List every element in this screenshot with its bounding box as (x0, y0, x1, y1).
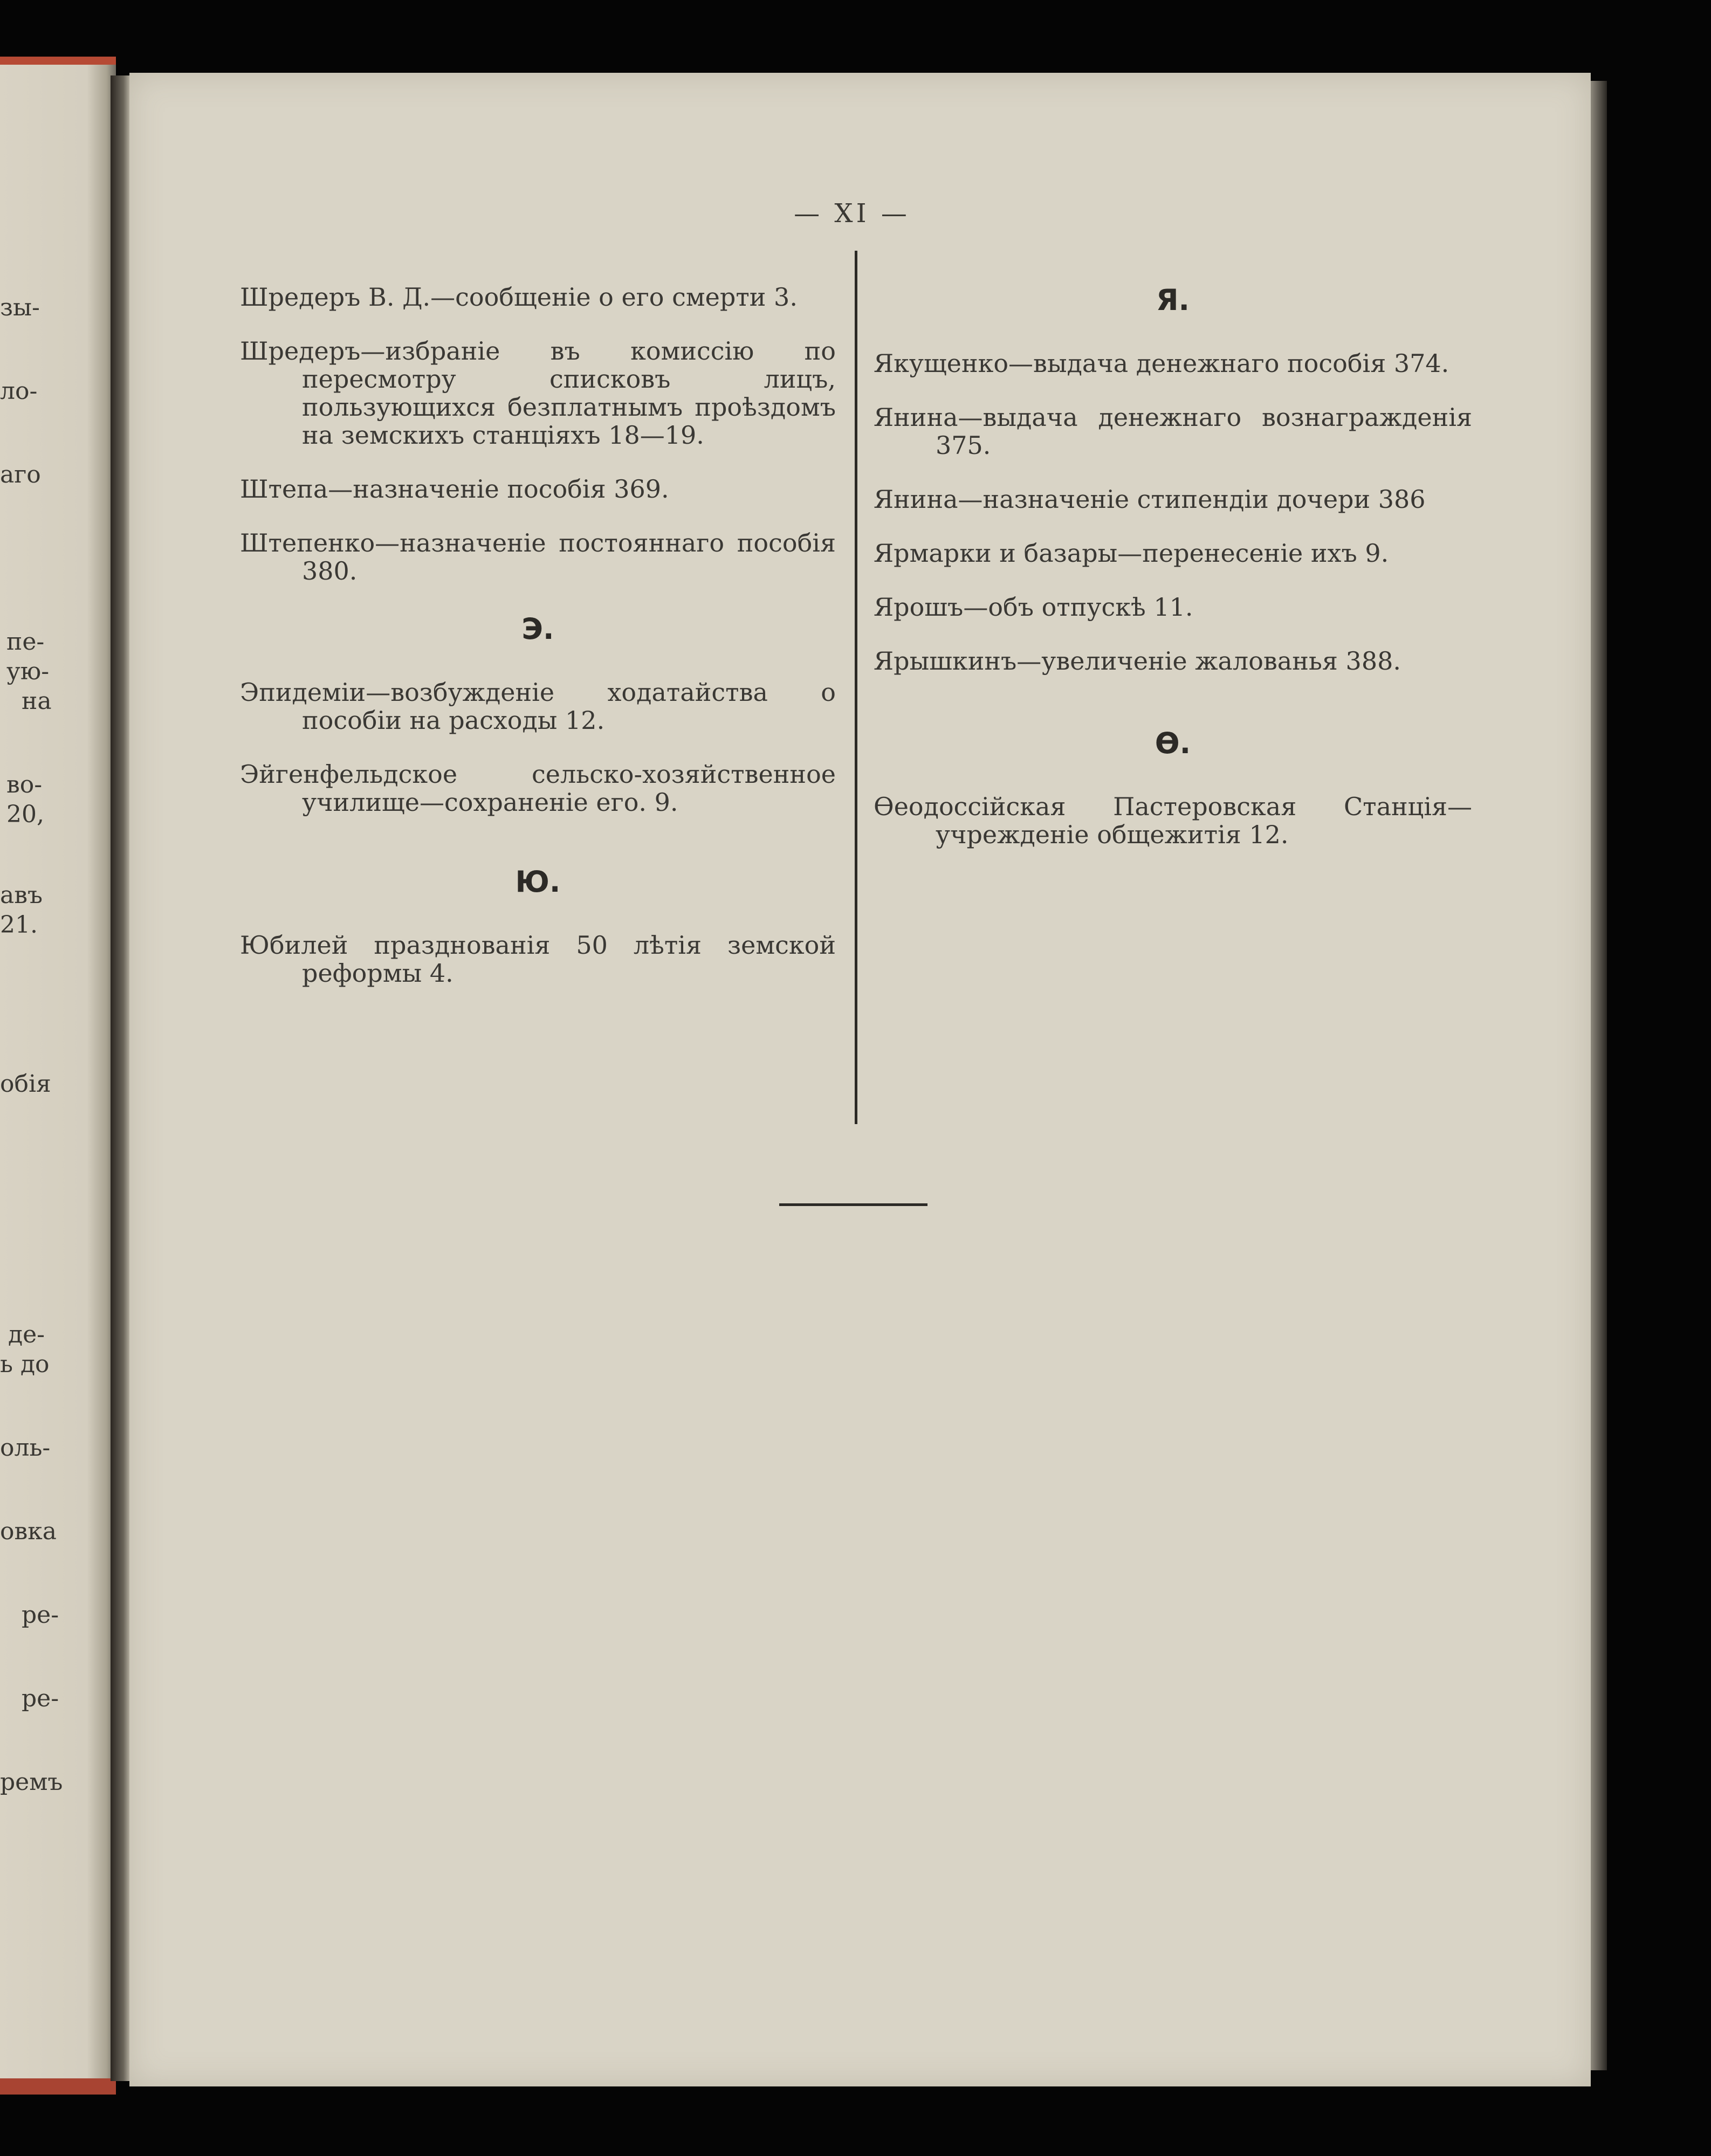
index-entry: Ярышкинъ—увеличеніе жалованья 388. (874, 646, 1401, 676)
index-entry: Эпидеміи—возбужденіе ходатайства о пособіи на расходы 12. (240, 678, 836, 735)
previous-page-bottom-edge (0, 2078, 116, 2095)
index-entry: Янина—назначеніе стипендіи дочери 386 (874, 485, 1426, 514)
book-gutter (111, 75, 132, 2081)
page-right-edge (1591, 81, 1607, 2070)
prev-page-fragment: ремъ (0, 1768, 63, 1796)
right-column (874, 283, 1472, 874)
prev-page-fragment: овка (0, 1518, 57, 1545)
previous-page (0, 65, 116, 2081)
section-letter-ya: Я. (1156, 283, 1190, 317)
prev-page-fragment: де- (8, 1321, 45, 1348)
left-column (240, 283, 836, 1013)
prev-page-fragment: обія (0, 1070, 51, 1098)
index-entry: Шредеръ—избраніе въ комиссію по пересмотру списковъ лицъ, пользующихся безплатнымъ проѣздомъ на земскихъ станціяхъ 18—19. (240, 336, 836, 450)
index-entry: Штепа—назначеніе пособія 369. (240, 474, 669, 504)
index-entry: Эйгенфельдское сельско-хозяйственное училище—сохраненіе его. 9. (240, 760, 836, 817)
prev-page-fragment: 21. (0, 911, 38, 939)
prev-page-fragment: ую- (6, 658, 50, 685)
index-entry: Шредеръ В. Д.—сообщеніе о его смерти 3. (240, 283, 798, 312)
closing-rule (779, 1203, 927, 1206)
index-entry: Ѳеодоссійская Пастеровская Станція—учрежденіе общежитія 12. (874, 792, 1472, 849)
index-entry: Ярмарки и базары—перенесеніе ихъ 9. (874, 539, 1389, 568)
section-letter-yu: Ю. (515, 865, 561, 899)
prev-page-fragment: ре- (22, 1601, 59, 1629)
prev-page-fragment: аго (0, 461, 41, 488)
index-entry: Юбилей празднованія 50 лѣтія земской реформы 4. (240, 931, 836, 988)
section-letter-e: Э. (521, 612, 554, 646)
prev-page-fragment: зы- (0, 294, 40, 321)
prev-page-fragment: на (22, 687, 52, 715)
prev-page-fragment: 20, (6, 801, 44, 828)
index-entry: Штепенко—назначеніе постояннаго пособія 380. (240, 528, 836, 586)
prev-page-fragment: оль- (0, 1434, 51, 1462)
index-entry: Янина—выдача денежнаго вознагражденія 375. (874, 403, 1472, 460)
prev-page-fragment: ь до (0, 1351, 50, 1378)
page-number: — XI — (794, 198, 910, 229)
index-entry: Якущенко—выдача денежнаго пособія 374. (874, 349, 1449, 378)
prev-page-fragment: пе- (6, 628, 45, 656)
column-divider (855, 251, 857, 1124)
section-letter-fita: Ѳ. (1155, 726, 1191, 760)
prev-page-fragment: авъ (0, 881, 43, 909)
prev-page-fragment: ре- (22, 1685, 59, 1712)
prev-page-fragment: во- (6, 771, 43, 798)
index-entry: Ярошъ—объ отпускѣ 11. (874, 593, 1193, 622)
prev-page-fragment: ло- (0, 377, 38, 405)
